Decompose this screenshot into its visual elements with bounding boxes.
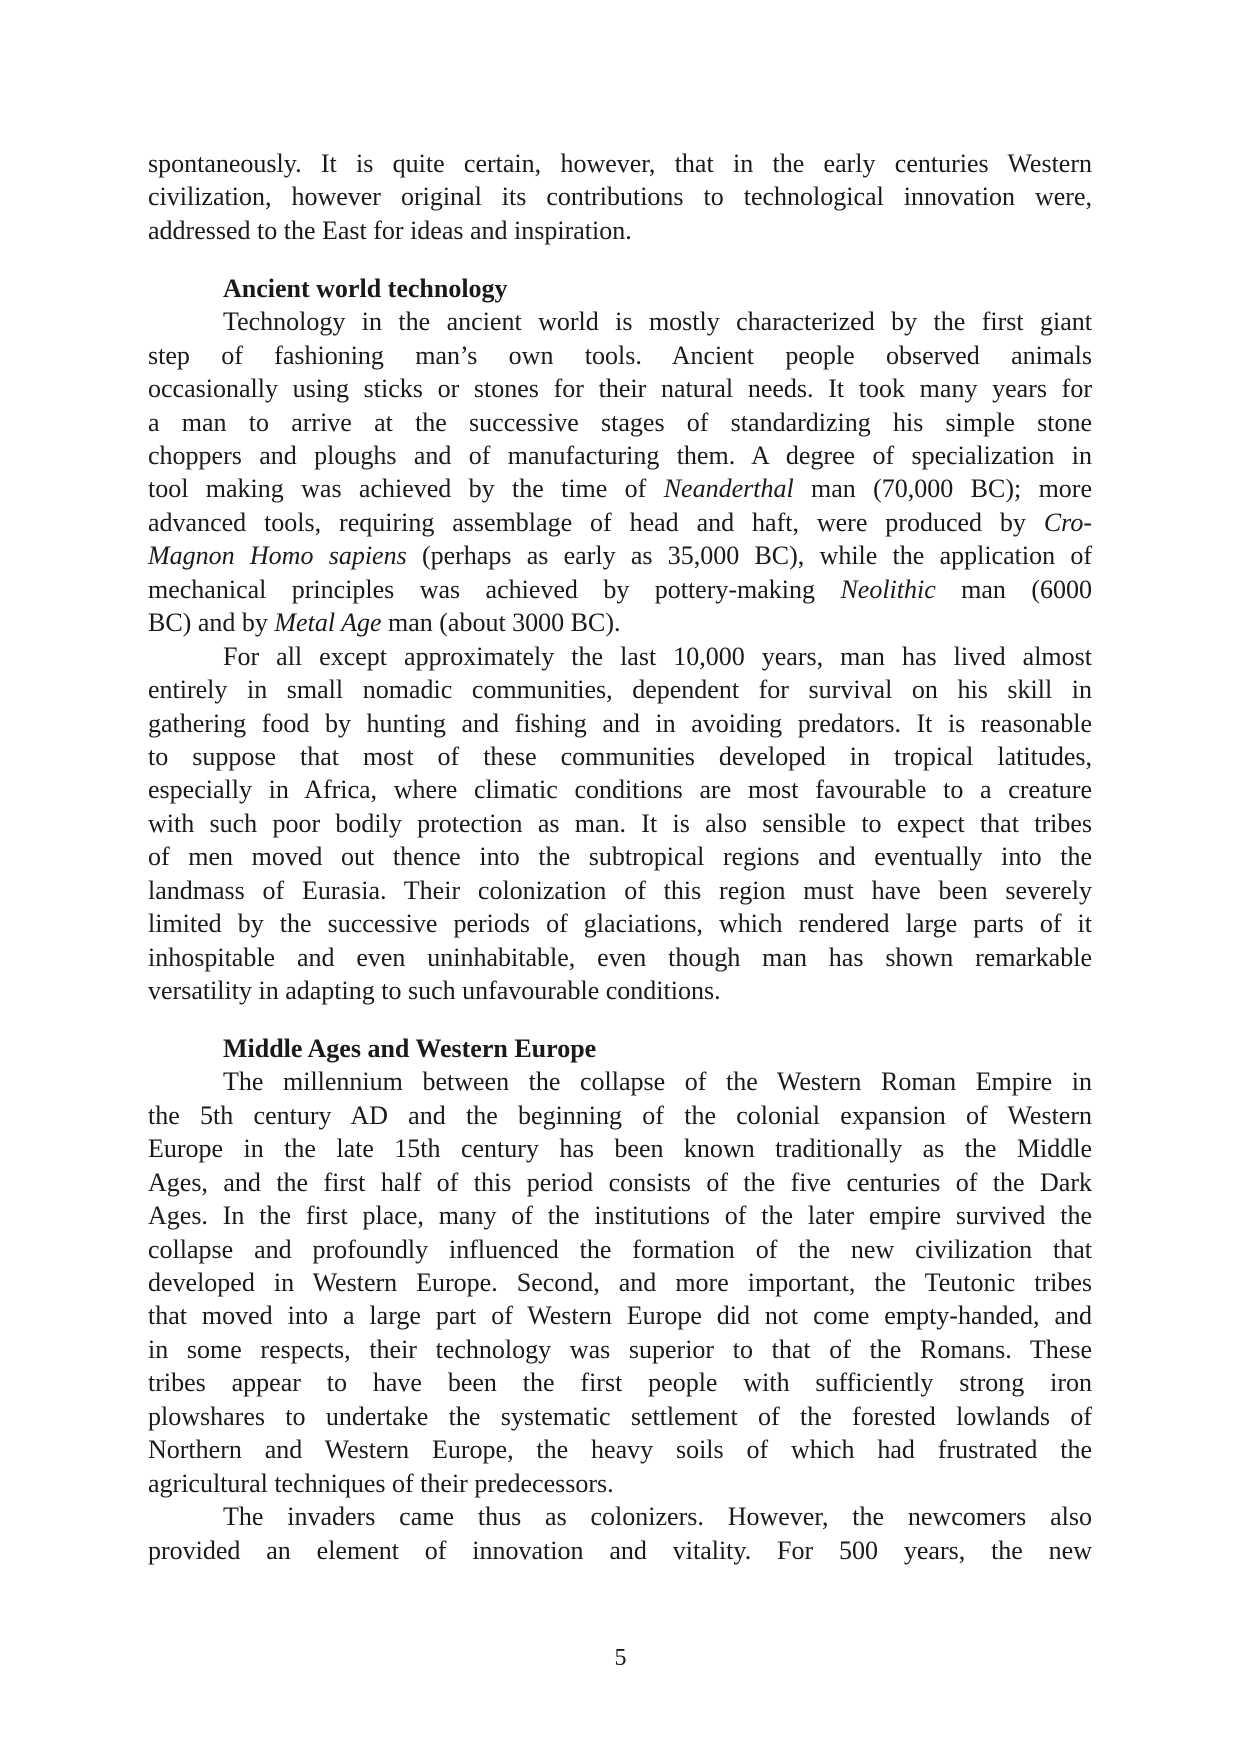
text-line: addressed to the East for ideas and inspiration.	[148, 215, 632, 245]
text-line: plowshares to undertake the systematic settlement of the forested lowlands of	[148, 1401, 1092, 1431]
text-line: developed in Western Europe. Second, and more important, the Teutonic tribes	[148, 1268, 1092, 1297]
text-line	[148, 606, 1092, 639]
text-line: the 5th century AD and the beginning of the colonial expansion of Western	[148, 1100, 1092, 1130]
section-heading: Middle Ages and Western Europe	[223, 1033, 597, 1063]
text-line: choppers and ploughs and of manufacturing them. A degree of specialization in	[148, 441, 1092, 470]
text-line: gathering food by hunting and fishing and in avoiding predators. It is reasonable	[148, 708, 1092, 738]
section-heading: Ancient world technology	[223, 273, 508, 303]
text-line	[148, 573, 1092, 606]
text-line: Europe in the late 15th century has been known traditionally as the Middle	[148, 1134, 1092, 1164]
text-run: advanced tools, requiring assemblage of head and haft, were produced by	[148, 507, 1044, 537]
text-line: provided an element of innovation and vitality. For 500 years, the new	[148, 1535, 1092, 1565]
paragraph	[148, 1500, 1092, 1567]
text-run: (perhaps as early as 35,000 BC), while the application of	[406, 541, 1092, 571]
italic-term: Neanderthal	[663, 474, 794, 504]
text-line: of men moved out thence into the subtropical regions and eventually into the	[148, 842, 1092, 872]
text-line	[148, 539, 1092, 572]
paragraph	[148, 147, 1092, 247]
text-line: tribes appear to have been the first people with sufficiently strong iron	[148, 1368, 1092, 1398]
text-line: limited by the successive periods of glaciations, which rendered large parts of it	[148, 909, 1092, 939]
text-line: spontaneously. It is quite certain, however, that in the early centuries Western	[148, 149, 1092, 178]
text-line: Ages, and the first half of this period consists of the five centuries of the Dark	[148, 1167, 1092, 1197]
text-line: especially in Africa, where climatic conditions are most favourable to a creature	[148, 775, 1092, 805]
text-line: that moved into a large part of Western Europe did not come empty-handed, and	[148, 1301, 1092, 1331]
text-line: with such poor bodily protection as man. It is also sensible to expect that tribes	[148, 808, 1092, 838]
text-line: versatility in adapting to such unfavourable conditions.	[148, 976, 721, 1005]
paragraph	[148, 305, 1092, 639]
page-body	[148, 147, 1092, 1567]
italic-term: Neolithic	[840, 574, 936, 604]
text-run: man (6000	[935, 574, 1092, 604]
text-line: Technology in the ancient world is mostly characterized by the first giant	[223, 307, 1092, 337]
text-line	[148, 506, 1092, 539]
paragraph	[148, 640, 1092, 1008]
italic-term: Magnon Homo sapiens	[148, 541, 407, 571]
text-line: landmass of Eurasia. Their colonization of this region must have been severely	[148, 875, 1092, 905]
text-run: mechanical principles was achieved by pottery-making	[148, 574, 841, 604]
text-line: civilization, however original its contributions to technological innovation were,	[148, 182, 1092, 212]
text-line: agricultural techniques of their predecessors.	[148, 1468, 614, 1498]
text-line: occasionally using sticks or stones for their natural needs. It took many years for	[148, 374, 1092, 404]
italic-term: Metal Age	[274, 608, 382, 638]
text-line: collapse and profoundly influenced the formation of the new civilization that	[148, 1234, 1092, 1264]
text-run: tool making was achieved by the time of	[148, 474, 664, 504]
text-run: man (70,000 BC); more	[793, 474, 1092, 504]
text-line: inhospitable and even uninhabitable, even though man has shown remarkable	[148, 942, 1092, 972]
text-line: in some respects, their technology was superior to that of the Romans. These	[148, 1334, 1092, 1364]
text-run: BC) and by	[148, 608, 275, 638]
text-run: man (about 3000 BC).	[381, 608, 621, 638]
text-line: For all except approximately the last 10,000 years, man has lived almost	[223, 641, 1092, 671]
italic-term: Cro-	[1043, 507, 1092, 537]
paragraph	[148, 1065, 1092, 1500]
text-line	[148, 472, 1092, 505]
text-line: step of fashioning man’s own tools. Ancient people observed animals	[148, 340, 1092, 370]
text-line: a man to arrive at the successive stages of standardizing his simple stone	[148, 407, 1092, 437]
text-line: Ages. In the first place, many of the institutions of the later empire survived the	[148, 1201, 1092, 1231]
text-line: entirely in small nomadic communities, dependent for survival on his skill in	[148, 675, 1092, 705]
page-number: 5	[614, 1645, 627, 1671]
text-line: The millennium between the collapse of the Western Roman Empire in	[223, 1067, 1092, 1097]
text-line: The invaders came thus as colonizers. However, the newcomers also	[223, 1502, 1092, 1532]
text-line: Northern and Western Europe, the heavy soils of which had frustrated the	[148, 1435, 1092, 1465]
text-line: to suppose that most of these communities developed in tropical latitudes,	[148, 741, 1092, 771]
